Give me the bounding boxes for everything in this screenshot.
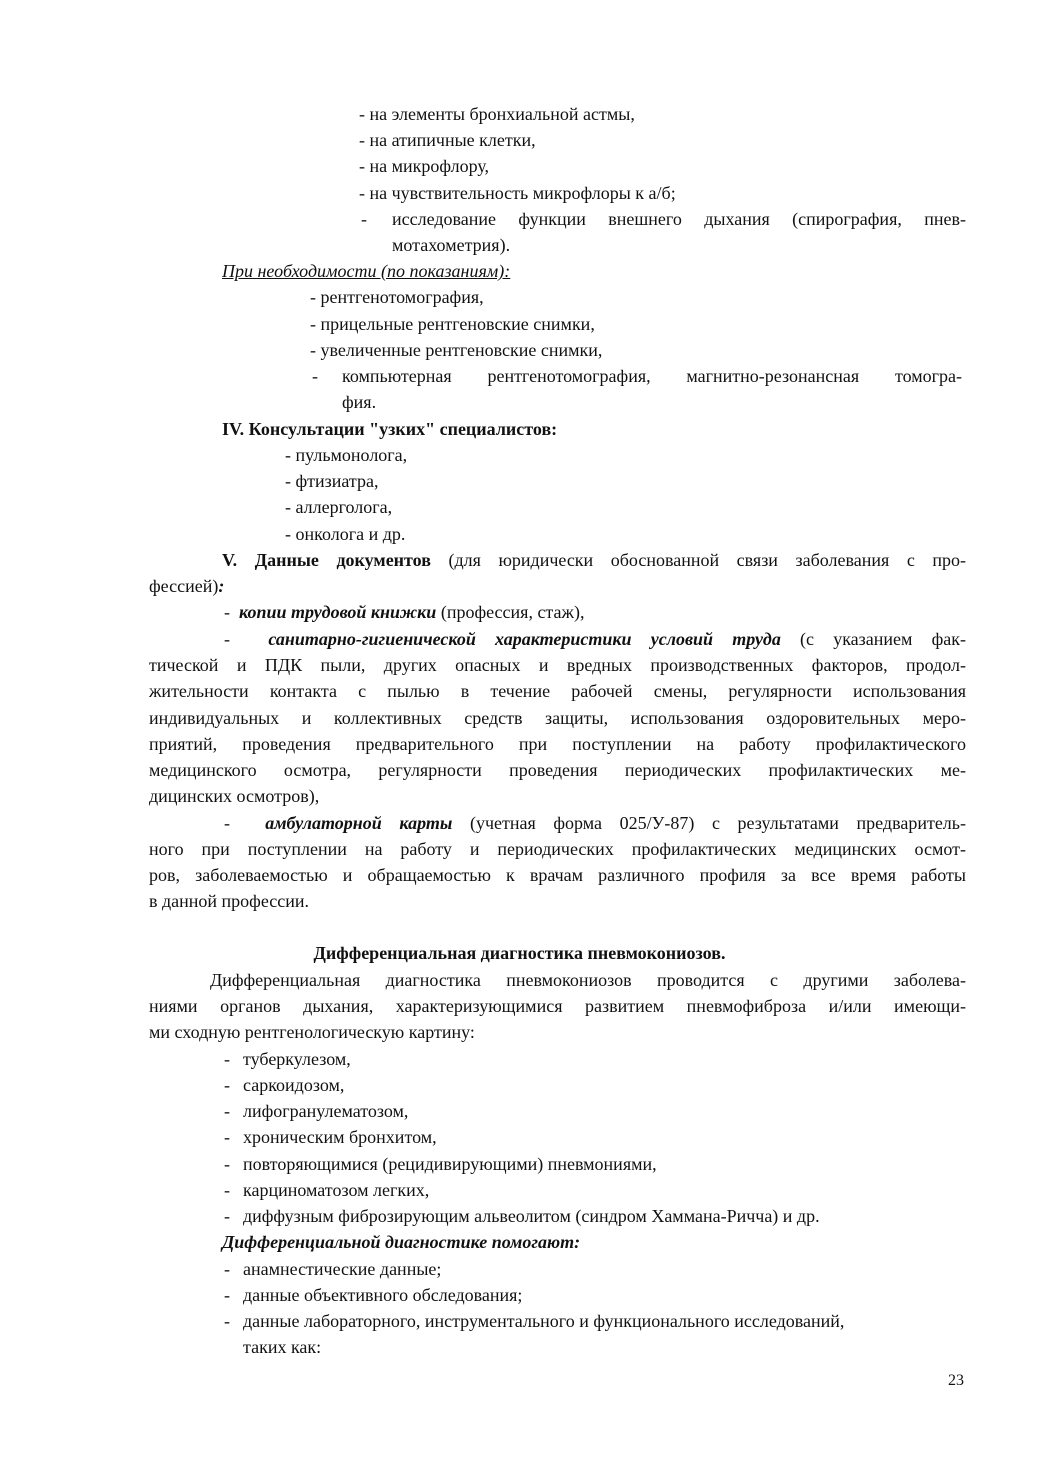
list-item: исследование функции внешнего дыхания (спирография, пнев- bbox=[392, 209, 966, 229]
list-item: - прицельные рентгеновские снимки, bbox=[310, 314, 595, 334]
section-v-line bbox=[222, 547, 966, 573]
paragraph-line: тической и ПДК пыли, других опасных и вредных производственных факторов, продол- bbox=[149, 655, 966, 675]
list-dash: - bbox=[224, 1285, 230, 1305]
paragraph-line: Дифференциальная диагностика пневмокониозов проводится с другими заболева- bbox=[210, 970, 966, 990]
paragraph-line: жительности контакта с пылью в течение рабочей смены, регулярности использования bbox=[149, 681, 966, 701]
list-item: данные объективного обследования; bbox=[243, 1285, 523, 1305]
list-dash: - bbox=[224, 1206, 230, 1226]
colon: : bbox=[218, 576, 225, 596]
list-dash: - bbox=[224, 1180, 230, 1200]
list-item: карциноматозом легких, bbox=[243, 1180, 430, 1200]
list-item: - пульмонолога, bbox=[285, 445, 408, 465]
list-item: - фтизиатра, bbox=[285, 471, 379, 491]
helps-heading: Дифференциальной диагностике помогают: bbox=[222, 1232, 581, 1252]
list-item: - на атипичные клетки, bbox=[359, 130, 536, 150]
paragraph-line: в данной профессии. bbox=[149, 891, 310, 911]
item-text: (профессия, стаж), bbox=[436, 602, 585, 622]
list-item-continuation: таких как: bbox=[243, 1337, 322, 1357]
list-item: повторяющимися (рецидивирующими) пневмониями, bbox=[243, 1154, 657, 1174]
list-item: - аллерголога, bbox=[285, 497, 393, 517]
item-title: копии трудовой книжки bbox=[239, 602, 437, 622]
list-dash: - bbox=[224, 1311, 230, 1331]
list-dash: - bbox=[224, 1154, 230, 1174]
documents-item-labor-book bbox=[224, 599, 584, 625]
list-dash: - bbox=[312, 366, 318, 386]
page-number: 23 bbox=[948, 1372, 964, 1389]
text: фессией) bbox=[149, 576, 219, 596]
list-item-continuation: фия. bbox=[342, 392, 377, 412]
paragraph-line: медицинского осмотра, регулярности проведения периодических профилактических ме- bbox=[149, 760, 966, 780]
list-item: данные лабораторного, инструментального и функционального исследований, bbox=[243, 1311, 845, 1331]
paragraph-line: дицинских осмотров), bbox=[149, 786, 320, 806]
section-heading: V. Данные документов bbox=[222, 550, 431, 570]
list-dash: - bbox=[224, 1127, 230, 1147]
item-text: (учетная форма 025/У-87) с результатами предваритель- bbox=[452, 813, 966, 833]
list-item: лифогранулематозом, bbox=[243, 1101, 409, 1121]
list-item: саркоидозом, bbox=[243, 1075, 345, 1095]
list-item-continuation: мотахометрия). bbox=[392, 235, 511, 255]
section-heading: IV. Консультации "узких" специалистов: bbox=[222, 419, 558, 439]
list-item: - онколога и др. bbox=[285, 524, 406, 544]
paragraph-line: ного при поступлении на работу и периодических профилактических медицинских осмот- bbox=[149, 839, 966, 859]
paragraph-line: индивидуальных и коллективных средств защиты, использования оздоровительных меро- bbox=[149, 708, 966, 728]
section-v-text: (для юридически обоснованной связи заболевания с про- bbox=[430, 550, 966, 570]
documents-item-outpatient bbox=[224, 810, 966, 836]
list-dash: - bbox=[224, 813, 230, 833]
paragraph-line: ров, заболеваемостью и обращаемостью к врачам различного профиля за все время работы bbox=[149, 865, 966, 885]
list-item: - на элементы бронхиальной астмы, bbox=[359, 104, 635, 124]
paragraph-line: ниями органов дыхания, характеризующимися развитием пневмофиброза и/или имеющи- bbox=[149, 996, 966, 1016]
list-dash: - bbox=[224, 629, 230, 649]
list-item: - увеличенные рентгеновские снимки, bbox=[310, 340, 603, 360]
section-v-cont bbox=[149, 573, 224, 599]
item-title: амбулаторной карты bbox=[265, 813, 453, 833]
list-item: - рентгенотомография, bbox=[310, 287, 484, 307]
list-dash: - bbox=[224, 602, 230, 622]
if-needed-heading: При необходимости (по показаниям): bbox=[222, 261, 511, 281]
documents-item-sanitary bbox=[224, 626, 966, 652]
list-item: - на чувствительность микрофлоры к а/б; bbox=[359, 183, 676, 203]
list-item: туберкулезом, bbox=[243, 1049, 351, 1069]
list-dash: - bbox=[224, 1259, 230, 1279]
list-dash: - bbox=[224, 1049, 230, 1069]
list-dash: - bbox=[224, 1101, 230, 1121]
list-item: - на микрофлору, bbox=[359, 156, 490, 176]
item-text: (с указанием фак- bbox=[780, 629, 966, 649]
list-item: компьютерная рентгенотомография, магнитно-резонансная томогра- bbox=[342, 366, 962, 386]
diff-heading: Дифференциальная диагностика пневмокониозов. bbox=[313, 943, 726, 963]
paragraph-line: приятий, проведения предварительного при поступлении на работу профилактического bbox=[149, 734, 966, 754]
list-item: анамнестические данные; bbox=[243, 1259, 442, 1279]
item-title: санитарно-гигиенической характеристики условий труда bbox=[268, 629, 781, 649]
list-dash: - bbox=[361, 209, 367, 229]
list-dash: - bbox=[224, 1075, 230, 1095]
list-item: хроническим бронхитом, bbox=[243, 1127, 437, 1147]
paragraph-line: ми сходную рентгенологическую картину: bbox=[149, 1022, 475, 1042]
list-item: диффузным фиброзирующим альвеолитом (синдром Хаммана-Ричча) и др. bbox=[243, 1206, 820, 1226]
